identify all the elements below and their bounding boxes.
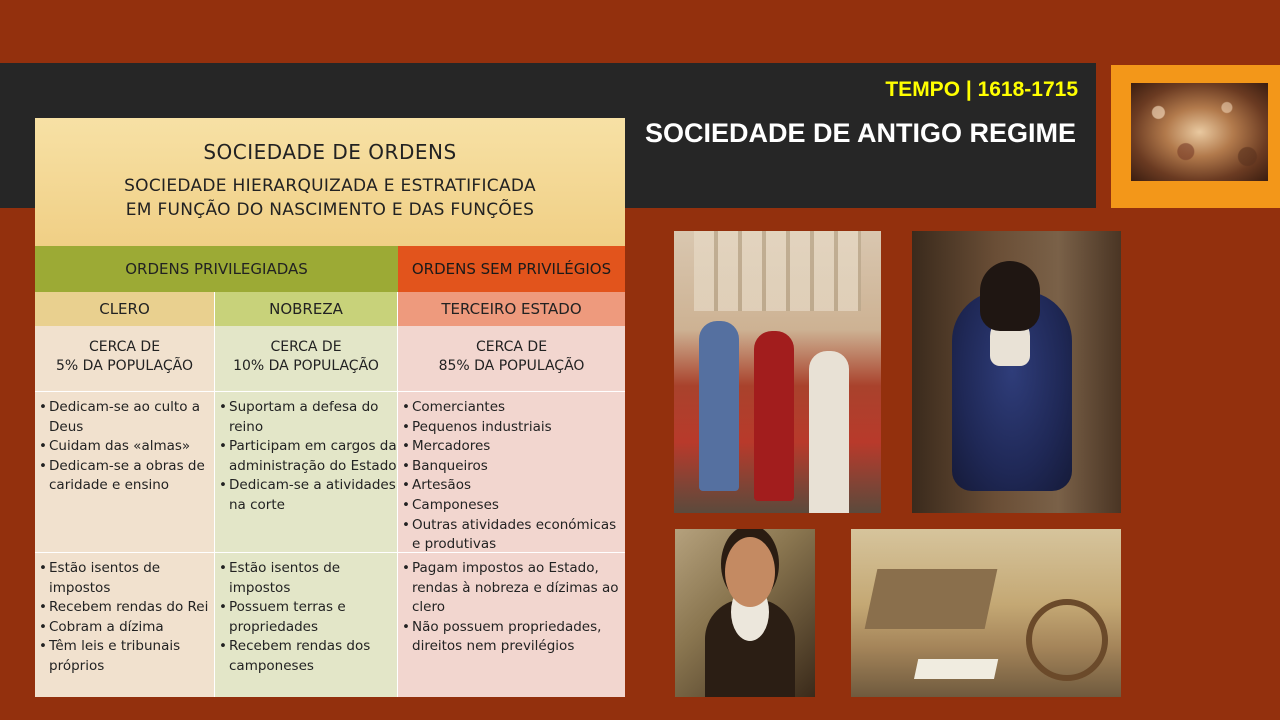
table-subtitle-1: SOCIEDADE HIERARQUIZADA E ESTRATIFICADA — [124, 176, 536, 196]
clergy-painting — [674, 231, 881, 513]
column-nobreza — [215, 326, 398, 697]
table-header — [35, 118, 625, 246]
merchant-portrait-painting — [675, 529, 815, 697]
list-item: • Mercadores — [402, 437, 625, 457]
column-header-nobreza: NOBREZA — [215, 292, 398, 326]
list-item: • Possuem terras e propriedades — [219, 598, 397, 637]
functions-list — [215, 392, 397, 516]
column-header-clero: CLERO — [35, 292, 215, 326]
slide-title: SOCIEDADE DE ANTIGO REGIME — [644, 118, 1076, 148]
list-item: • Cuidam das «almas» — [39, 437, 214, 457]
column-terceiro-estado — [398, 326, 625, 697]
column-header-terceiro-estado: TERCEIRO ESTADO — [398, 292, 625, 326]
list-item: • Estão isentos de impostos — [39, 559, 214, 598]
list-item: • Pagam impostos ao Estado, rendas à nobreza e dízimas ao clero — [402, 559, 625, 618]
rights-list — [398, 553, 625, 657]
list-item: • Têm leis e tribunais próprios — [39, 637, 214, 676]
list-item: • Estão isentos de impostos — [219, 559, 397, 598]
population-share — [35, 326, 214, 392]
population-share — [215, 326, 397, 392]
pct-line-2: 85% DA POPULAÇÃO — [438, 358, 585, 374]
peasants-painting — [851, 529, 1121, 697]
category-non-privileged: ORDENS SEM PRIVILÉGIOS — [398, 246, 625, 292]
list-item: • Recebem rendas dos camponeses — [219, 637, 397, 676]
table-title: SOCIEDADE DE ORDENS — [203, 140, 457, 164]
functions-list — [35, 392, 214, 496]
pct-line-1: CERCA DE — [475, 339, 548, 355]
list-item: • Recebem rendas do Rei — [39, 598, 214, 618]
list-item: • Não possuem propriedades, direitos nem previlégios — [402, 618, 625, 657]
pct-line-2: 10% DA POPULAÇÃO — [233, 358, 379, 374]
list-item: • Dedicam-se a atividades na corte — [219, 476, 397, 515]
time-period-label: TEMPO | 1618-1715 — [885, 78, 1078, 101]
pct-line-1: CERCA DE — [270, 339, 342, 355]
thumbnail-frame — [1111, 65, 1280, 208]
baroque-ceiling-painting — [1131, 83, 1268, 181]
pct-line-2: 5% DA POPULAÇÃO — [56, 358, 193, 374]
king-portrait-painting — [912, 231, 1121, 513]
list-item: • Comerciantes — [402, 398, 625, 418]
functions-list — [398, 392, 625, 555]
rights-list — [35, 553, 214, 677]
column-clero — [35, 326, 215, 697]
list-item: • Suportam a defesa do reino — [219, 398, 397, 437]
category-privileged: ORDENS PRIVILEGIADAS — [35, 246, 398, 292]
list-item: • Participam em cargos da administração do Estado — [219, 437, 397, 476]
list-item: • Banqueiros — [402, 457, 625, 477]
list-item: • Cobram a dízima — [39, 618, 214, 638]
list-item: • Dedicam-se ao culto a Deus — [39, 398, 214, 437]
pct-line-1: CERCA DE — [88, 339, 161, 355]
rights-list — [215, 553, 397, 677]
society-orders-table — [35, 118, 625, 697]
list-item: • Pequenos industriais — [402, 418, 625, 438]
list-item: • Artesãos — [402, 476, 625, 496]
table-subtitle-2: EM FUNÇÃO DO NASCIMENTO E DAS FUNÇÕES — [125, 200, 535, 220]
list-item: • Outras atividades económicas e produtivas — [402, 516, 625, 555]
population-share — [398, 326, 625, 392]
list-item: • Dedicam-se a obras de caridade e ensino — [39, 457, 214, 496]
list-item: • Camponeses — [402, 496, 625, 516]
